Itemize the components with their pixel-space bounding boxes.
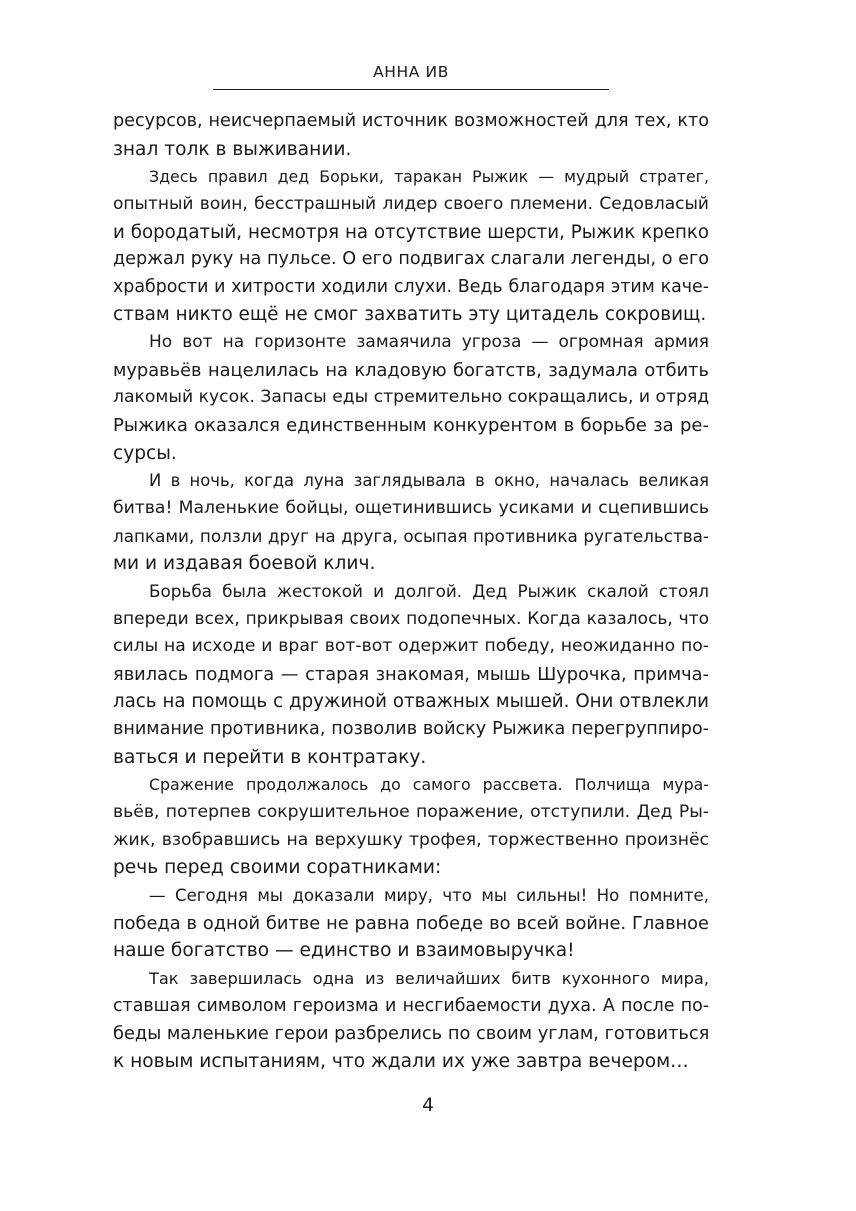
text-line: опытный воин, бесстрашный лидер своего племени. Седовласый bbox=[113, 193, 709, 214]
text-line: битва! Маленькие бойцы, ощетинившись усиками и сцепившись bbox=[113, 497, 709, 518]
text-line: победа в одной битве не равна победе во всей войне. Главное bbox=[113, 912, 709, 934]
text-line: лапками, ползли друг на друга, осыпая противника ругательства- bbox=[113, 525, 709, 546]
text-line: держал руку на пульсе. О его подвигах слагали легенды, о его bbox=[113, 249, 709, 270]
text-line: внимание противника, позволив войску Рыжика перегруппиро- bbox=[113, 719, 709, 740]
text-line: силы на исходе и враг вот-вот одержит победу, неожиданно по- bbox=[113, 636, 709, 657]
text-line: ми и издавая боевой клич. bbox=[113, 553, 376, 575]
text-line: ствам никто ещё не смог захватить эту цитадель сокровищ. bbox=[113, 304, 707, 326]
text-line: ресурсов, неисчерпаемый источник возможностей для тех, кто bbox=[113, 111, 709, 131]
text-line: ставшая символом героизма и несгибаемости духа. А после по- bbox=[113, 995, 709, 1016]
text-line: речь перед своими соратниками: bbox=[113, 857, 442, 879]
text-line: к новым испытаниям, что ждали их уже завтра вечером… bbox=[113, 1050, 689, 1072]
page-number: 4 bbox=[422, 1095, 434, 1116]
text-line: и бородатый, несмотря на отсутствие шерсти, Рыжик крепко bbox=[113, 221, 709, 243]
text-line: наше богатство — единство и взаимовыручка! bbox=[113, 940, 575, 962]
text-line: Так завершилась одна из величайших битв кухонного мира, bbox=[149, 968, 709, 988]
text-line: Рыжика оказался единственным конкурентом в борьбе за ре- bbox=[113, 415, 709, 437]
text-line: муравьёв нацелилась на кладовую богатств, задумала отбить bbox=[113, 359, 709, 381]
text-line: И в ночь, когда луна заглядывала в окно, началась великая bbox=[149, 471, 709, 491]
paragraph bbox=[113, 578, 709, 771]
running-header bbox=[213, 62, 609, 90]
paragraph bbox=[113, 108, 709, 163]
text-line: Сражение продолжалось до самого рассвета. Полчища мура- bbox=[149, 775, 709, 795]
text-line: лась на помощь с дружиной отважных мышей. Они отвлекли bbox=[113, 691, 709, 713]
header-rule bbox=[213, 89, 609, 90]
paragraph bbox=[113, 771, 709, 882]
paragraph bbox=[113, 163, 709, 329]
text-line: знал толк в выживании. bbox=[113, 138, 352, 160]
text-line: Но вот на горизонте замаячила угроза — огромная армия bbox=[149, 332, 709, 353]
body-text bbox=[113, 108, 709, 1075]
text-line: жик, взобравшись на верхушку трофея, торжественно произнёс bbox=[113, 829, 709, 850]
text-line: ваться и перейти в контратаку. bbox=[113, 746, 427, 768]
text-line: Борьба была жестокой и долгой. Дед Рыжик скалой стоял bbox=[149, 580, 709, 601]
text-line: сурсы. bbox=[113, 442, 177, 464]
text-line: вьёв, потерпев сокрушительное поражение, отступили. Дед Ры- bbox=[113, 802, 709, 823]
text-line: явилась подмога — старая знакомая, мышь Шурочка, примча- bbox=[113, 663, 709, 685]
text-line: беды маленькие герои разбрелись по своим углам, готовиться bbox=[113, 1023, 710, 1045]
paragraph bbox=[113, 467, 709, 578]
author-name: АННА ИВ bbox=[373, 63, 449, 81]
text-line: лакомый кусок. Запасы еды стремительно сокращались, и отряд bbox=[113, 387, 710, 408]
text-line: Здесь правил дед Борьки, таракан Рыжик — мудрый стратег, bbox=[149, 167, 709, 187]
text-line: храбрости и хитрости ходили слухи. Ведь благодаря этим каче- bbox=[113, 276, 709, 297]
text-line: — Сегодня мы доказали миру, что мы сильны! Но помните, bbox=[149, 885, 709, 905]
paragraph bbox=[113, 329, 709, 467]
paragraph bbox=[113, 965, 709, 1076]
paragraph bbox=[113, 882, 709, 965]
text-line: впереди всех, прикрывая своих подопечных. Когда казалось, что bbox=[113, 608, 709, 629]
